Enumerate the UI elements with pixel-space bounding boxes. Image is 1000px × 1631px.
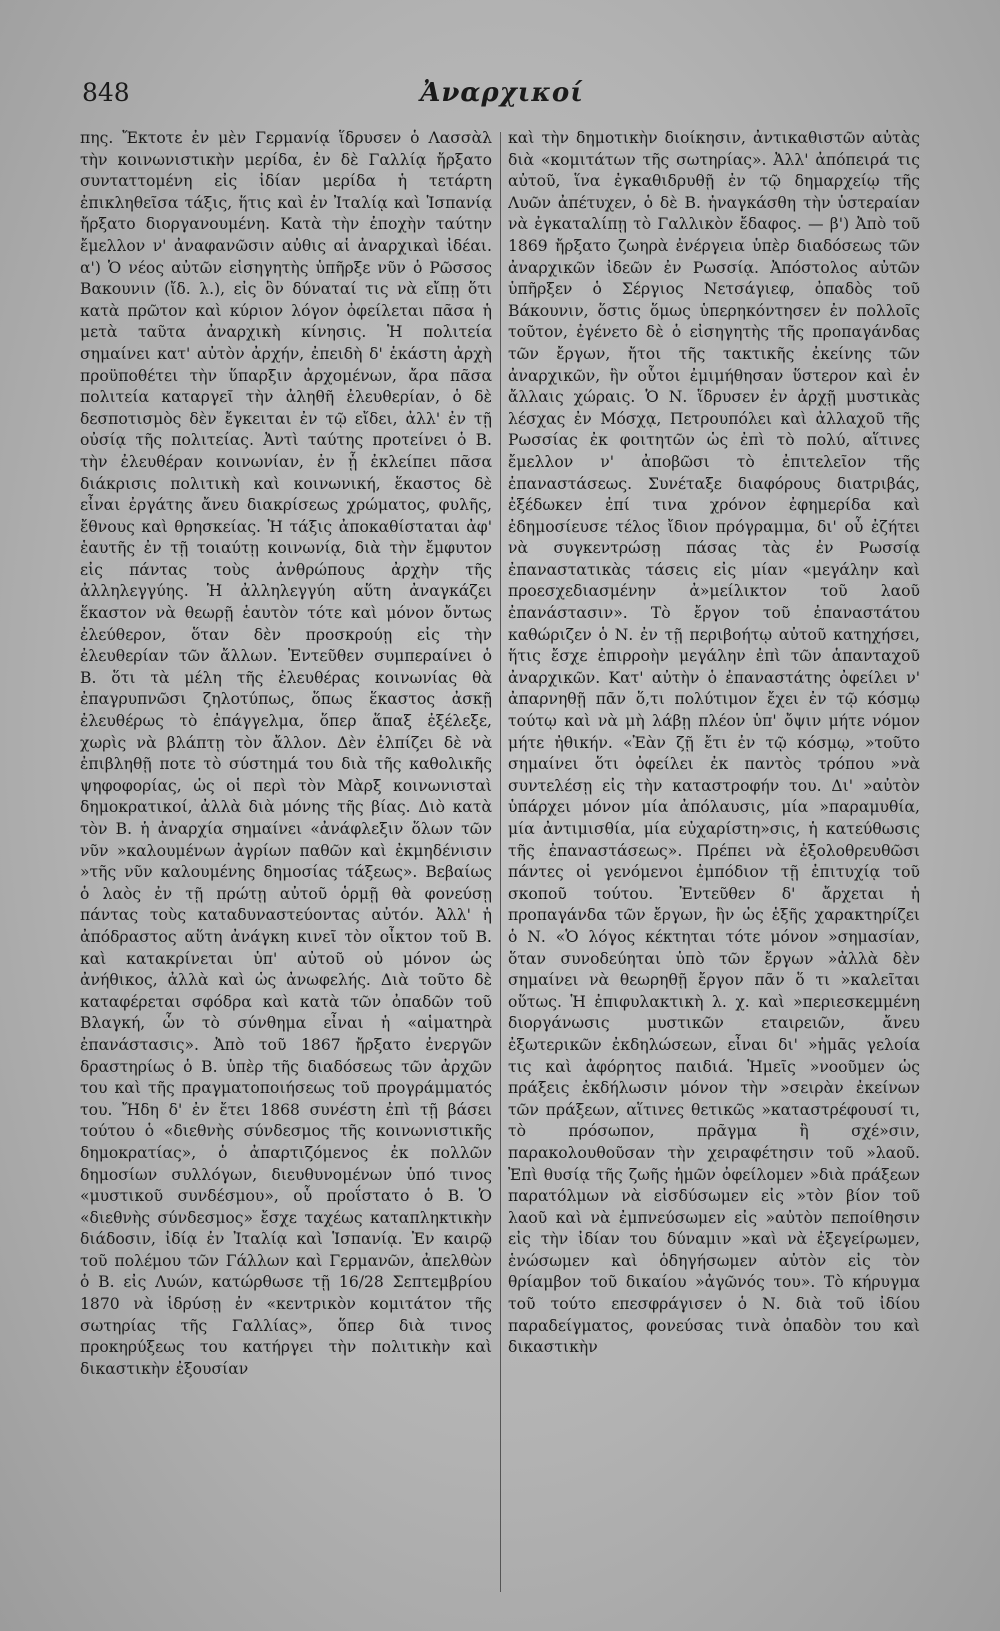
column-divider — [500, 132, 501, 1592]
running-title: Ἀναρχικοί — [420, 78, 584, 108]
text-columns — [80, 128, 920, 1598]
left-column — [80, 128, 492, 1598]
page-number: 848 — [82, 78, 130, 107]
right-column — [508, 128, 920, 1598]
left-column-text: πης. Ἔκτοτε ἐν μὲν Γερμανίᾳ ἵδρυσεν ὁ Λασσὰλ τὴν κοινωνιστικὴν μερίδα, ἐν δὲ Γαλλίᾳ ἤρξατο συνταττομένη εἰς ἰδίαν μερίδα ἡ τετάρτη ἐπικληθεῖσα τάξις, ἥτις καὶ ἐν Ἰταλίᾳ καὶ Ἱσπανίᾳ ἤρξατο διοργανουμένη. Κατὰ τὴν ἐποχὴν ταύτην ἔμελλον ν' ἀναφανῶσιν αὐθις αἱ ἀναρχικαὶ ἰδέαι. α') Ὁ νέος αὐτῶν εἰσηγητὴς ὑπῆρξε νῦν ὁ Ρῶσσος Βακουνιν (ἴδ. λ.), εἰς ὃν δύναταί τις νὰ εἴπῃ ὅτι κατὰ πρῶτον καὶ κύριον λόγον ὀφείλεται πᾶσα ἡ μετὰ ταῦτα ἀναρχικὴ κίνησις. Ἡ πολιτεία σημαίνει κατ' αὐτὸν ἀρχήν, ἐπειδὴ δ' ἑκάστη ἀρχὴ προϋποθέτει τὴν ὕπαρξιν ἀρχομένων, ἄρα πᾶσα πολιτεία καταργεῖ τὴν ἀληθῆ ἐλευθερίαν, ὁ δὲ δεσποτισμὸς δὲν ἔγκειται ἐν τῷ εἴδει, ἀλλ' ἐν τῇ οὐσίᾳ τῆς πολιτείας. Ἀντὶ ταύτης προτείνει ὁ Β. τὴν ἐλευθέραν κοινωνίαν, ἐν ᾗ ἐκλείπει πᾶσα διάκρισις πολιτικὴ καὶ κοινωνική, ἕκαστος δὲ εἶναι ἐργάτης ἄνευ διακρίσεως χρώματος, φυλῆς, ἔθνους καὶ θρησκείας. Ἡ τάξις ἀποκαθίσταται ἀφ' ἑαυτῆς ἐν τῇ τοιαύτῃ κοινωνίᾳ, διὰ τὴν ἔμφυτον εἰς πάντας τοὺς ἀνθρώπους ἀρχὴν τῆς ἀλληλεγγύης. Ἡ ἀλληλεγγύη αὕτη ἀναγκάζει ἕκαστον νὰ θεωρῇ ἑαυτὸν τότε καὶ μόνον ὄντως ἐλεύθερον, ὅταν δὲν προσκρούῃ εἰς τὴν ἐλευθερίαν τῶν ἄλλων. Ἐντεῦθεν συμπεραίνει ὁ Β. ὅτι τὰ μέλη τῆς ἐλευθέρας κοινωνίας θὰ ἐπαγρυπνῶσι ζηλοτύπως, ὅπως ἕκαστος ἀσκῇ ἐλευθέρως τὸ ἐπάγγελμα, ὅπερ ἅπαξ ἐξέλεξε, χωρὶς νὰ βλάπτῃ τὸν ἄλλον. Δὲν ἐλπίζει δὲ νὰ ἐπιβληθῇ ποτε τὸ σύστημά του διὰ τῆς καθολικῆς ψηφοφορίας, ὡς οἱ περὶ τὸν Μὰρξ κοινωνισταὶ δημοκρατικοί, ἀλλὰ διὰ μόνης τῆς βίας. Διὸ κατὰ τὸν Β. ἡ ἀναρχία σημαίνει «ἀνάφλεξιν ὅλων τῶν νῦν »καλουμένων ἀγρίων παθῶν καὶ ἐκμηδένισιν »τῆς νῦν καλουμένης δημοσίας τάξεως». Βεβαίως ὁ λαὸς ἐν τῇ πρώτῃ αὐτοῦ ὁρμῇ θὰ φονεύσῃ πάντας τοὺς καταδυναστεύοντας αὐτόν. Ἀλλ' ἡ ἀπόδραστος αὕτη ἀνάγκη κινεῖ τὸν οἶκτον τοῦ Β. καὶ κατακρίνεται ὑπ' αὐτοῦ οὐ μόνον ὡς ἀνήθικος, ἀλλὰ καὶ ὡς ἀνωφελής. Διὰ τοῦτο δὲ καταφέρεται σφόδρα καὶ κατὰ τῶν ὀπαδῶν τοῦ Βλαγκή, ὧν τὸ σύνθημα εἶναι ἡ «αἱματηρὰ ἐπανάστασις». Ἀπὸ τοῦ 1867 ἤρξατο ἐνεργῶν δραστηρίως ὁ Β. ὑπὲρ τῆς διαδόσεως τῶν ἀρχῶν του καὶ τῆς πραγματοποιήσεως τοῦ προγράμματός του. Ἤδη δ' ἐν ἔτει 1868 συνέστη ἐπὶ τῇ βάσει τούτου ὁ «διεθνὴς σύνδεσμος τῆς κοινωνιστικῆς δημοκρατίας», ὁ ἀπαρτιζόμενος ἐκ πολλῶν δημοσίων συλλόγων, διευθυνομένων ὑπό τινος «μυστικοῦ συνδέσμου», οὗ προΐστατο ὁ Β. Ὁ «διεθνὴς σύνδεσμος» ἔσχε ταχέως καταπληκτικὴν διάδοσιν, ἰδίᾳ ἐν Ἰταλίᾳ καὶ Ἱσπανίᾳ. Ἐν καιρῷ τοῦ πολέμου τῶν Γάλλων καὶ Γερμανῶν, ἀπελθὼν ὁ Β. εἰς Λυών, κατώρθωσε τῇ 16/28 Σεπτεμβρίου 1870 νὰ ἱδρύσῃ ἐν «κεντρικὸν κομιτάτον τῆς σωτηρίας τῆς Γαλλίας», ὅπερ διὰ τινος προκηρύξεως του κατήργει τὴν πολιτικὴν καὶ δικαστικὴν ἐξουσίαν — [80, 129, 492, 1378]
right-column-text: καὶ τὴν δημοτικὴν διοίκησιν, ἀντικαθιστῶν αὐτὰς διὰ «κομιτάτων τῆς σωτηρίας». Ἀλλ' ἀπόπειρά τις αὐτοῦ, ἵνα ἐγκαθιδρυθῇ ἐν τῷ δημαρχείῳ τῆς Λυῶν ἀπέτυχεν, ὁ δὲ Β. ἠναγκάσθη τὴν ὑστεραίαν νὰ ἐγκαταλίπῃ τὸ Γαλλικὸν ἔδαφος. — β') Ἀπὸ τοῦ 1869 ἤρξατο ζωηρὰ ἐνέργεια ὑπὲρ διαδόσεως τῶν ἀναρχικῶν ἰδεῶν ἐν Ρωσσίᾳ. Ἀπόστολος αὐτῶν ὑπῆρξεν ὁ Σέργιος Νετσάγιεφ, ὀπαδὸς τοῦ Βάκουνιν, ὅστις ὅμως ὑπερηκόντησεν ἐν πολλοῖς τοῦτον, ἐγένετο δὲ ὁ εἰσηγητὴς τῆς προπαγάνδας τῶν ἔργων, ἤτοι τῆς τακτικῆς ἐκείνης τῶν ἀναρχικῶν, ἣν οὗτοι ἐμιμήθησαν ὕστερον καὶ ἐν ἄλλαις χώραις. Ὁ Ν. ἵδρυσεν ἐν ἀρχῇ μυστικὰς λέσχας ἐν Μόσχᾳ, Πετρουπόλει καὶ ἀλλαχοῦ τῆς Ρωσσίας ἐκ φοιτητῶν ὡς ἐπὶ τὸ πολύ, αἵτινες ἔμελλον ν' ἀποβῶσι τὸ ἐπιτελεῖον τῆς ἐπαναστάσεως. Συνέταξε διαφόρους διατριβάς, ἐξέδωκεν ἐπί τινα χρόνον ἐφημερίδα καὶ ἐδημοσίευσε τέλος ἴδιον πρόγραμμα, δι' οὗ ἐζήτει νὰ συγκεντρώσῃ πάσας τὰς ἐν Ρωσσίᾳ ἐπαναστατικὰς τάσεις εἰς μίαν «μεγάλην καὶ προεσχεδιασμένην ἀ»μείλικτον τοῦ λαοῦ ἐπανάστασιν». Τὸ ἔργον τοῦ ἐπαναστάτου καθώριζεν ὁ Ν. ἐν τῇ περιβοήτῳ αὐτοῦ κατηχήσει, ἥτις ἔσχε ἐπιρροὴν μεγάλην ἐπὶ τῶν ἁπανταχοῦ ἀναρχικῶν. Κατ' αὐτὴν ὁ ἐπαναστάτης ὀφείλει ν' ἀπαρνηθῇ πᾶν ὅ,τι πολύτιμον ἔχει ἐν τῷ κόσμῳ τούτῳ καὶ νὰ μὴ λάβῃ πλέον ὑπ' ὄψιν μήτε νόμον μήτε ἠθικήν. «Ἐὰν ζῇ ἔτι ἐν τῷ κόσμῳ, »τοῦτο σημαίνει ὅτι ὀφείλει ἐκ παντὸς τρόπου »νὰ συντελέσῃ εἰς τὴν καταστροφήν του. Δι' »αὐτὸν ὑπάρχει μόνον μία ἀπόλαυσις, μία »παραμυθία, μία ἀντιμισθία, μία εὐχαρίστη»σις, ἡ κατεύθωσις τῆς ἐπαναστάσεως». Πρέπει νὰ ἐξολοθρευθῶσι πάντες οἱ γενόμενοι ἐμπόδιον τῇ ἐπιτυχίᾳ τοῦ σκοποῦ τούτου. Ἐντεῦθεν δ' ἄρχεται ἡ προπαγάνδα τῶν ἔργων, ἣν ὡς ἑξῆς χαρακτηρίζει ὁ Ν. «Ὁ λόγος κέκτηται τότε μόνον »σημασίαν, ὅταν συνοδεύηται ὑπὸ τῶν ἔργων »ἀλλὰ δὲν σημαίνει νὰ θεωρηθῇ ἔργον πᾶν ὅ τι »καλεῖται οὕτως. Ἡ ἐπιφυλακτικὴ λ. χ. καὶ »περιεσκεμμένη διοργάνωσις μυστικῶν εταιρειῶν, ἄνευ ἐξωτερικῶν ἐκδηλώσεων, εἶναι δι' »ἡμᾶς γελοία τις καὶ ἀφόρητος παιδιά. Ἡμεῖς »νοοῦμεν ὡς πράξεις ἐκδήλωσιν μόνον τὴν »σειρὰν ἐκείνων τῶν πράξεων, αἵτινες θετικῶς »καταστρέφουσί τι, τὸ πρόσωπον, πρᾶγμα ἢ σχέ»σιν, παρακολουθοῦσαν τὴν χειραφέτησιν τοῦ »λαοῦ. Ἐπὶ θυσίᾳ τῆς ζωῆς ἡμῶν ὀφείλομεν »διὰ πράξεων παρατόλμων νὰ εἰσδύσωμεν εἰς »τὸν βίον τοῦ λαοῦ καὶ νὰ ἐμπνεύσωμεν εἰς »αὐτὸν πεποίθησιν εἰς τὴν ἰδίαν του δύναμιν »καὶ νὰ ἐξεγείρωμεν, ἑνώσωμεν καὶ ὁδηγήσωμεν αὐτὸν εἰς τὸν θρίαμβον τοῦ δικαίου »ἀγῶνός του». Τὸ κήρυγμα τοῦ τούτο επεσφράγισεν ὁ Ν. διὰ τοῦ ἰδίου παραδείγματος, φονεύσας τινὰ ὀπαδὸν του καὶ δικαστικὴν — [508, 129, 920, 1357]
page-header — [82, 78, 922, 118]
